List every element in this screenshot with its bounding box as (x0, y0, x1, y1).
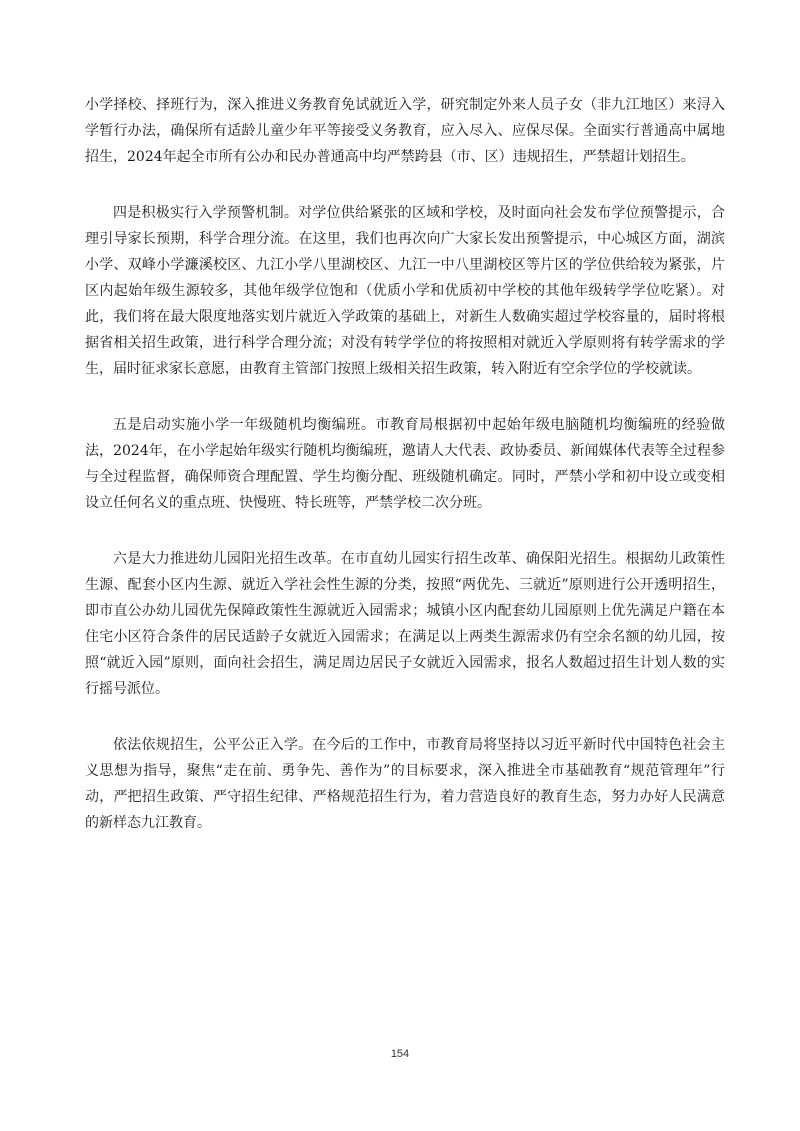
paragraph-conclusion: 依法依规招生，公平公正入学。在今后的工作中，市教育局将坚持以习近平新时代中国特色社会主义思想为指导，聚焦“走在前、勇争先、善作为”的目标要求，深入推进全市基础教育“规范管理年”行动，严把招生政策、严守招生纪律、严格规范招生行为，着力营造良好的教育生态，努力办好人民满意的新样态九江教育。 (85, 737, 725, 831)
page-number: 154 (390, 1048, 410, 1060)
document-body (85, 92, 725, 866)
paragraph-point-four: 四是积极实行入学预警机制。对学位供给紧张的区域和学校，及时面向社会发布学位预警提示，合理引导家长预期，科学合理分流。在这里，我们也再次向广大家长发出预警提示，中心城区方面，湖滨小学、双峰小学濂溪校区、九江小学八里湖校区、九江一中八里湖校区等片区的学位供给较为紧张，片区内起始年级生源较多，其他年级学位饱和（优质小学和优质初中学校的其他年级转学学位吃紧）。对此，我们将在最大限度地落实划片就近入学政策的基础上，对新生人数确实超过学校容量的，届时将根据省相关招生政策，进行科学合理分流；对没有转学学位的将按照相对就近入学原则将有转学需求的学生，届时征求家长意愿，由教育主管部门按照上级相关招生政策，转入附近有空余学位的学校就读。 (85, 205, 725, 377)
paragraph-continuation: 小学择校、择班行为，深入推进义务教育免试就近入学，研究制定外来人员子女（非九江地区）来浔入学暂行办法，确保所有适龄儿童少年平等接受义务教育，应入尽入、应保尽保。全面实行普通高中属地招生，2024年起全市所有公办和民办普通高中均严禁跨县（市、区）违规招生，严禁超计划招生。 (85, 97, 725, 165)
paragraph-point-six: 六是大力推进幼儿园阳光招生改革。在市直幼儿园实行招生改革、确保阳光招生。根据幼儿政策性生源、配套小区内生源、就近入学社会性生源的分类，按照“两优先、三就近”原则进行公开透明招生，即市直公办幼儿园优先保障政策性生源就近入园需求；城镇小区内配套幼儿园原则上优先满足户籍在本住宅小区符合条件的居民适龄子女就近入园需求；在满足以上两类生源需求仍有空余名额的幼儿园，按照“就近入园”原则，面向社会招生，满足周边居民子女就近入园需求，报名人数超过招生计划人数的实行摇号派位。 (85, 551, 725, 697)
paragraph-point-five: 五是启动实施小学一年级随机均衡编班。市教育局根据初中起始年级电脑随机均衡编班的经验做法，2024年，在小学起始年级实行随机均衡编班，邀请人大代表、政协委员、新闻媒体代表等全过程参与全过程监督，确保师资合理配置、学生均衡分配、班级随机确定。同时，严禁小学和初中设立或变相设立任何名义的重点班、快慢班、特长班等，严禁学校二次分班。 (85, 417, 725, 511)
